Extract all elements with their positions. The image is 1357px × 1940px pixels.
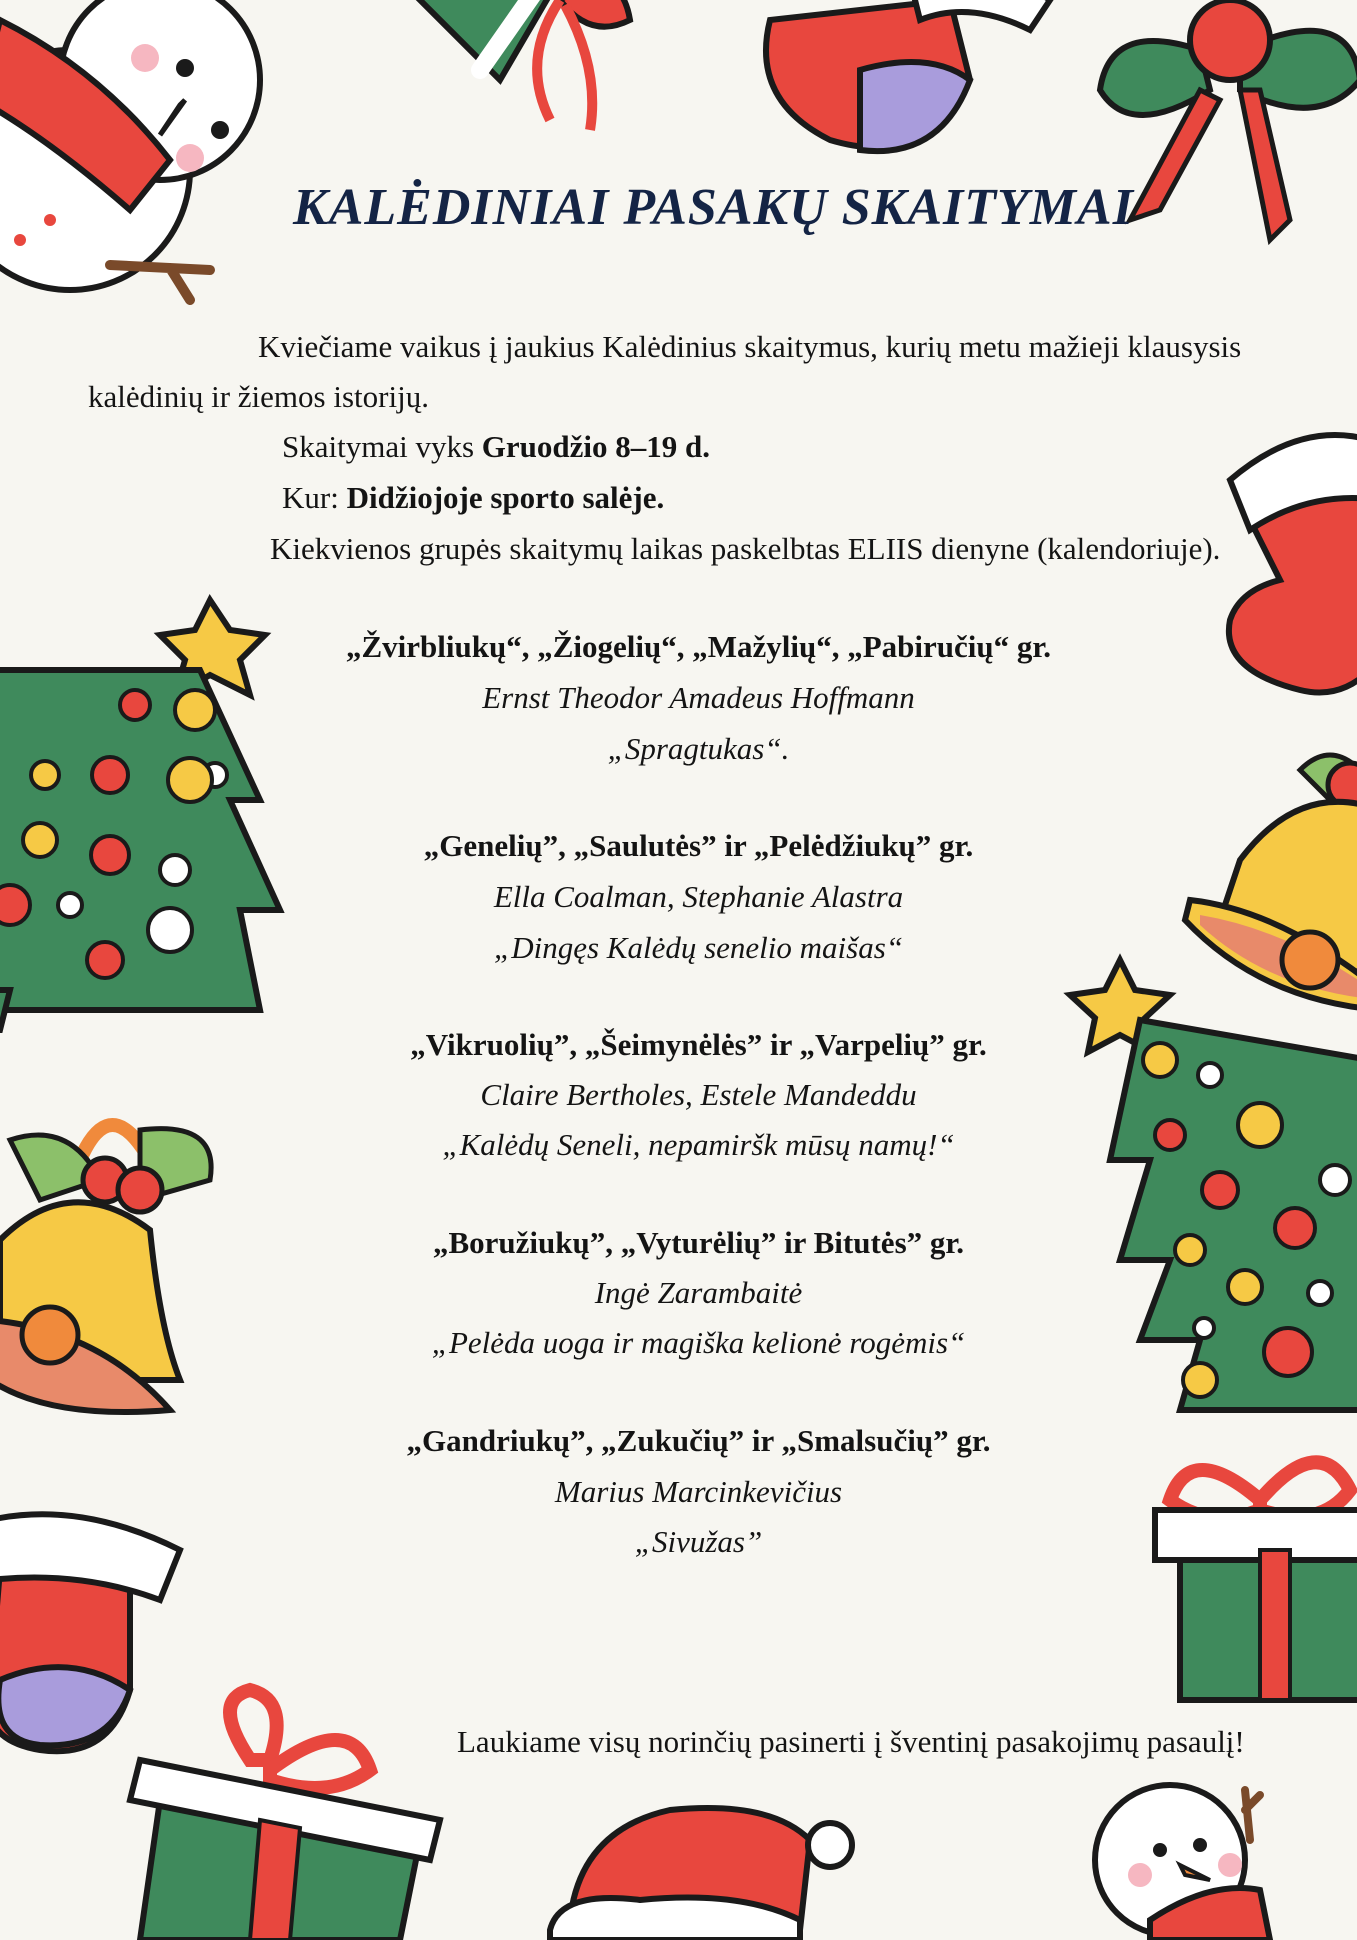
- gift-right-illustration: [1150, 1420, 1357, 1720]
- gift-bottom-illustration: [120, 1680, 460, 1940]
- place-value: Didžiojoje sporto salėje.: [346, 480, 665, 515]
- reading-5-author: Marius Marcinkevičius: [554, 1474, 843, 1509]
- reading-2-groups: „Genelių”, „Saulutės” ir „Pelėdžiukų” gr.: [423, 828, 974, 863]
- reading-4-author: Ingė Zarambaitė: [594, 1275, 803, 1310]
- intro-line-1: Kviečiame vaikus į jaukius Kalėdinius skaitymus, kurių metu mažieji klausysis: [258, 329, 1242, 364]
- closing-line: Laukiame visų norinčių pasinerti į šventinį pasakojimų pasaulį!: [457, 1724, 1245, 1759]
- place-line: [282, 478, 664, 518]
- dates-value: Gruodžio 8–19 d.: [481, 429, 710, 464]
- reading-2-author: Ella Coalman, Stephanie Alastra: [493, 879, 904, 914]
- place-prefix: Kur:: [282, 480, 347, 515]
- schedule-note: Kiekvienos grupės skaitymų laikas paskelbtas ELIIS dienyne (kalendoriuje).: [270, 531, 1221, 566]
- reading-1-groups: „Žvirbliukų“, „Žiogelių“, „Mažylių“, „Pabiručių“ gr.: [345, 629, 1052, 664]
- reading-1-author: Ernst Theodor Amadeus Hoffmann: [482, 680, 915, 715]
- reading-4-book: „Pelėda uoga ir magiška kelionė rogėmis“: [431, 1325, 966, 1360]
- santa-hat-illustration: [540, 1790, 860, 1930]
- snowman-bottom-right-illustration: [1070, 1780, 1350, 1940]
- reading-5-book: „Sivužas”: [634, 1524, 763, 1559]
- reading-3-book: „Kalėdų Seneli, nepamiršk mūsų namų!“: [442, 1127, 955, 1162]
- gift-top-illustration: [370, 0, 720, 140]
- reading-3-author: Claire Bertholes, Estele Mandeddu: [480, 1077, 917, 1112]
- reading-1-book: „Spragtukas“.: [607, 731, 790, 766]
- reading-2-book: „Dingęs Kalėdų senelio maišas“: [493, 930, 904, 965]
- snowman-top-left-illustration: [0, 0, 260, 320]
- mitten-top-illustration: [750, 0, 1070, 170]
- dates-prefix: Skaitymai vyks: [282, 429, 482, 464]
- intro-line-2: kalėdinių ir žiemos istorijų.: [88, 379, 429, 414]
- reading-5-groups: „Gandriukų”, „Zukučių” ir „Smalsučių” gr.: [406, 1423, 991, 1458]
- reading-3-groups: „Vikruolių”, „Šeimynėlės” ir „Varpelių” gr.: [410, 1027, 987, 1062]
- reading-4-groups: „Boružiukų”, „Vyturėlių” ir Bitutės” gr.: [432, 1225, 965, 1260]
- dates-line: [282, 427, 710, 467]
- page-title: KALĖDINIAI PASAKŲ SKAITYMAI: [293, 179, 1134, 236]
